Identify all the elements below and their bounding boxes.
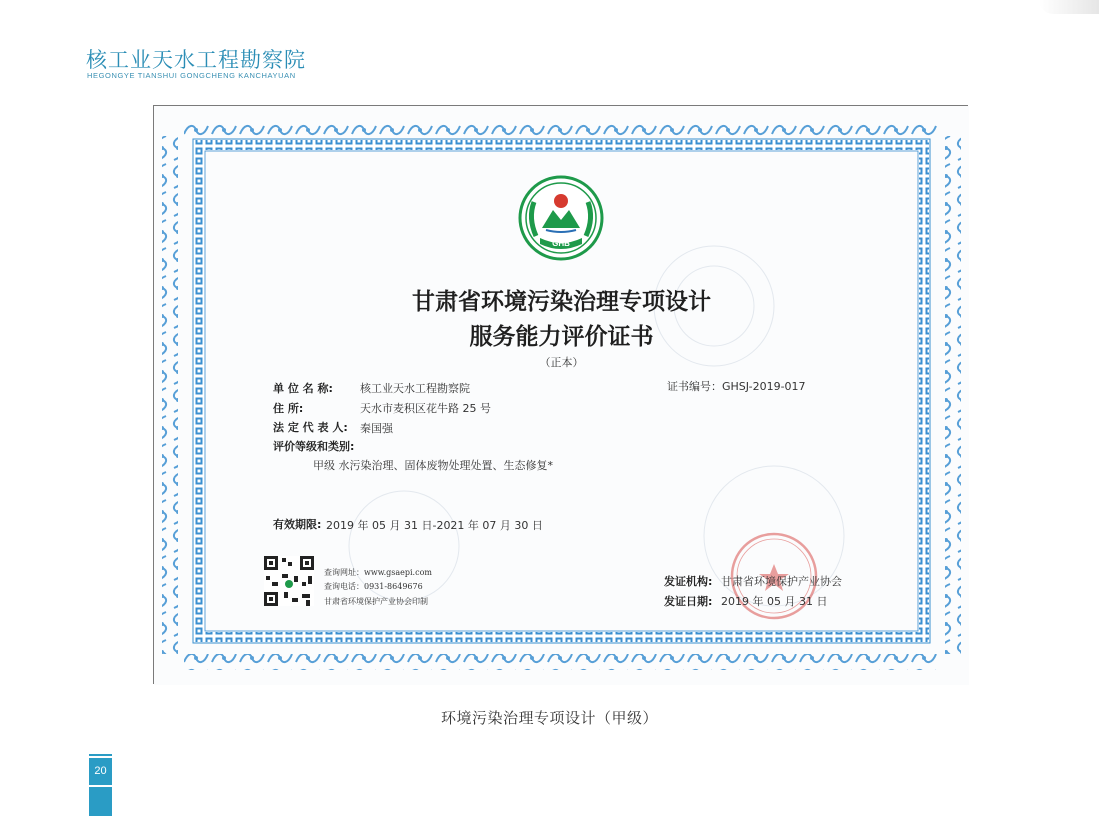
issue-date-label: 发证日期: (664, 595, 713, 608)
qr-code-icon (264, 556, 314, 606)
issuer-value: 甘肃省环境保护产业协会 (721, 575, 842, 588)
field-value-unit-name: 核工业天水工程勘察院 (360, 382, 470, 395)
header-title: 核工业天水工程勘察院 (86, 48, 306, 72)
validity-label: 有效期限: (273, 518, 322, 531)
grade-line: 甲级 水污染治理、固体废物处理处置、生态修复* (313, 459, 553, 472)
copy-type: （正本） (539, 356, 584, 369)
header-subtitle: HEGONGYE TIANSHUI GONGCHENG KANCHAYUAN (87, 71, 296, 80)
certificate-number: 证书编号：GHSJ-2019-017 (667, 380, 806, 393)
field-value-legal-rep: 秦国强 (360, 422, 393, 435)
field-label-legal-rep: 法 定 代 表 人: (273, 421, 348, 434)
field-label-grade: 评价等级和类别: (273, 440, 355, 453)
page-number-accent (89, 754, 112, 756)
query-phone: 查询电话：0931-8649676 (324, 582, 423, 591)
issuer-label: 发证机构: (664, 575, 713, 588)
page-number: 20 (89, 758, 112, 785)
field-label-unit-name: 单 位 名 称: (273, 382, 333, 395)
field-value-address: 天水市麦积区花牛路 25 号 (360, 402, 491, 415)
field-label-address: 住 所: (273, 402, 304, 415)
ghb-emblem-icon (520, 177, 602, 259)
page-number-bar (89, 787, 112, 816)
page-corner-decoration (1039, 0, 1099, 14)
figure-caption: 环境污染治理专项设计（甲级） (440, 709, 658, 727)
certificate-title-line1: 甘肃省环境污染治理专项设计 (412, 288, 711, 315)
query-website: 查询网址：www.gsaepi.com (324, 568, 432, 577)
certificate-title-line2: 服务能力评价证书 (469, 323, 654, 350)
issue-date-value: 2019 年 05 月 31 日 (721, 595, 828, 608)
certificate-image (153, 105, 968, 684)
emblem-text: GHB (552, 239, 570, 248)
printed-by: 甘肃省环境保护产业协会印制 (324, 597, 428, 606)
validity-value: 2019 年 05 月 31 日-2021 年 07 月 30 日 (326, 519, 543, 532)
